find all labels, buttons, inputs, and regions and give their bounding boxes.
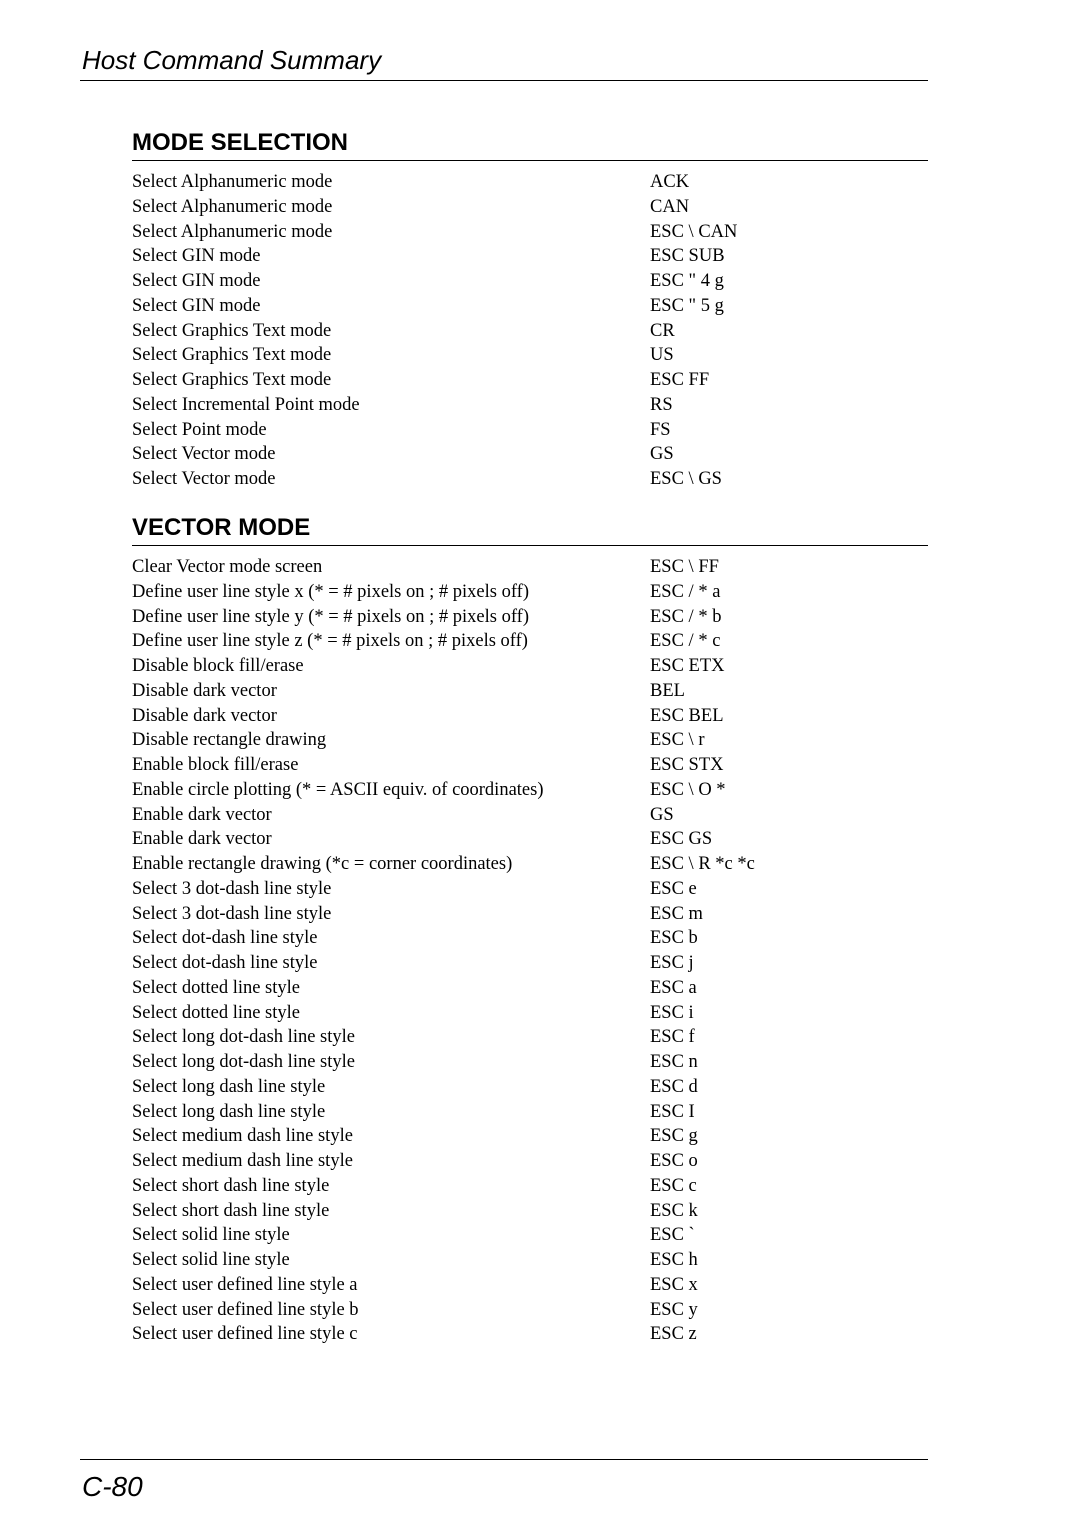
command-row — [132, 976, 928, 1001]
command-description: Enable circle plotting (* = ASCII equiv. of coordinates) — [132, 779, 544, 800]
command-code: ESC / * b — [650, 606, 722, 627]
command-row — [132, 852, 928, 877]
command-description: Enable rectangle drawing (*c = corner coordinates) — [132, 854, 513, 874]
vector-mode-command-list — [132, 555, 928, 1347]
command-code: ESC BEL — [650, 705, 724, 726]
command-description: Select short dash line style — [132, 1200, 330, 1221]
command-row — [132, 442, 928, 467]
page-number: C-80 — [82, 1471, 143, 1502]
command-description: Disable dark vector — [132, 680, 277, 701]
command-code: ESC " 5 g — [650, 295, 724, 316]
command-code: ESC n — [650, 1052, 698, 1072]
command-row — [132, 1001, 928, 1026]
command-row — [132, 269, 928, 294]
header-rule — [80, 80, 928, 81]
command-description: Select short dash line style — [132, 1175, 330, 1196]
command-code: ESC m — [650, 903, 703, 924]
command-description: Define user line style y (* = # pixels on ; # pixels off) — [132, 606, 529, 627]
command-description: Select long dash line style — [132, 1076, 326, 1097]
command-code: ESC g — [650, 1126, 698, 1147]
section-title-vector-mode: VECTOR MODE — [132, 514, 311, 541]
section-rule-mode-selection — [132, 160, 928, 161]
command-row — [132, 951, 928, 976]
command-code: ESC h — [650, 1250, 698, 1270]
command-code: US — [650, 345, 674, 366]
command-row — [132, 902, 928, 927]
command-description: Disable block fill/erase — [132, 656, 304, 676]
command-row — [132, 1025, 928, 1050]
command-description: Select solid line style — [132, 1250, 290, 1270]
command-description: Select Graphics Text mode — [132, 370, 332, 390]
command-description: Define user line style z (* = # pixels on ; # pixels off) — [132, 631, 528, 652]
command-row — [132, 778, 928, 803]
command-description: Select Vector mode — [132, 469, 276, 489]
mode-selection-command-list — [132, 170, 928, 492]
command-description: Select user defined line style b — [132, 1299, 359, 1320]
command-code: ESC a — [650, 977, 697, 998]
command-row — [132, 1149, 928, 1174]
command-row — [132, 926, 928, 951]
command-description: Enable block fill/erase — [132, 755, 299, 775]
command-row — [132, 1124, 928, 1149]
command-code: ESC e — [650, 878, 697, 899]
command-row — [132, 195, 928, 220]
command-code: ESC \ O * — [650, 779, 726, 800]
section-title-mode-selection: MODE SELECTION — [132, 129, 349, 156]
command-code: ESC d — [650, 1076, 698, 1097]
command-row — [132, 803, 928, 828]
command-row — [132, 1174, 928, 1199]
command-code: ESC i — [650, 1002, 694, 1023]
command-row — [132, 654, 928, 679]
command-description: Select user defined line style c — [132, 1324, 358, 1345]
footer-rule — [80, 1459, 928, 1460]
command-row — [132, 1273, 928, 1298]
command-row — [132, 294, 928, 319]
command-description: Select medium dash line style — [132, 1126, 353, 1147]
command-description: Select dotted line style — [132, 977, 300, 998]
command-row — [132, 580, 928, 605]
command-row — [132, 1100, 928, 1125]
command-description: Select user defined line style a — [132, 1274, 358, 1295]
command-code: ESC j — [650, 953, 694, 973]
command-row — [132, 877, 928, 902]
command-row — [132, 605, 928, 630]
command-row — [132, 728, 928, 753]
command-code: GS — [650, 444, 674, 465]
command-description: Select Vector mode — [132, 444, 276, 465]
command-code: ESC SUB — [650, 246, 725, 267]
command-code: CR — [650, 320, 675, 341]
command-row — [132, 704, 928, 729]
command-row — [132, 1248, 928, 1273]
command-code: ESC o — [650, 1151, 698, 1171]
command-row — [132, 1199, 928, 1224]
command-row — [132, 170, 928, 195]
section-rule-vector-mode — [132, 545, 928, 546]
command-code: ESC / * c — [650, 631, 721, 652]
command-row — [132, 1075, 928, 1100]
command-description: Enable dark vector — [132, 804, 272, 825]
command-row — [132, 679, 928, 704]
command-description: Select 3 dot-dash line style — [132, 903, 332, 924]
command-description: Select Alphanumeric mode — [132, 196, 333, 217]
command-description: Select Alphanumeric mode — [132, 172, 333, 192]
command-code: RS — [650, 394, 673, 415]
command-description: Select Graphics Text mode — [132, 345, 332, 366]
command-description: Select dotted line style — [132, 1002, 300, 1023]
command-description: Disable rectangle drawing — [132, 730, 327, 751]
command-description: Select long dot-dash line style — [132, 1052, 355, 1072]
command-description: Select dot-dash line style — [132, 928, 318, 949]
command-row — [132, 1223, 928, 1248]
command-row — [132, 220, 928, 245]
command-code: ESC c — [650, 1175, 697, 1196]
command-code: CAN — [650, 196, 690, 217]
command-code: ESC k — [650, 1200, 698, 1221]
command-row — [132, 1050, 928, 1075]
command-description: Define user line style x (* = # pixels on ; # pixels off) — [132, 581, 529, 602]
command-description: Disable dark vector — [132, 705, 277, 726]
command-description: Select dot-dash line style — [132, 953, 318, 973]
command-code: ESC ETX — [650, 656, 725, 676]
command-row — [132, 555, 928, 580]
command-row — [132, 1322, 928, 1347]
command-description: Select GIN mode — [132, 271, 261, 291]
command-code: ESC ` — [650, 1225, 695, 1246]
command-description: Select long dot-dash line style — [132, 1027, 355, 1048]
command-row — [132, 1298, 928, 1323]
command-row — [132, 753, 928, 778]
command-code: ESC FF — [650, 370, 710, 390]
command-row — [132, 319, 928, 344]
command-row — [132, 467, 928, 492]
command-description: Select medium dash line style — [132, 1151, 353, 1171]
running-header-title: Host Command Summary — [82, 45, 382, 75]
command-row — [132, 629, 928, 654]
command-code: ESC y — [650, 1299, 698, 1320]
command-code: ESC GS — [650, 829, 713, 850]
command-description: Select Point mode — [132, 419, 267, 440]
command-code: BEL — [650, 680, 685, 701]
command-code: ESC \ r — [650, 730, 705, 751]
command-code: ESC I — [650, 1101, 695, 1122]
command-row — [132, 343, 928, 368]
command-code: FS — [650, 419, 671, 440]
command-code: ESC \ CAN — [650, 221, 738, 242]
command-code: ESC b — [650, 928, 698, 949]
command-description: Select solid line style — [132, 1225, 290, 1246]
command-description: Select 3 dot-dash line style — [132, 878, 332, 899]
command-description: Enable dark vector — [132, 829, 272, 850]
command-code: ACK — [650, 172, 690, 192]
command-description: Select Graphics Text mode — [132, 320, 332, 341]
command-description: Select GIN mode — [132, 295, 261, 316]
command-code: ESC f — [650, 1027, 695, 1048]
command-row — [132, 827, 928, 852]
command-description: Select GIN mode — [132, 246, 261, 267]
command-code: ESC z — [650, 1324, 697, 1345]
command-description: Clear Vector mode screen — [132, 557, 323, 577]
command-code: ESC STX — [650, 755, 724, 775]
command-code: ESC \ R *c *c — [650, 854, 755, 874]
command-code: ESC \ FF — [650, 557, 719, 577]
command-description: Select Incremental Point mode — [132, 394, 360, 415]
command-code: ESC / * a — [650, 581, 721, 602]
command-row — [132, 368, 928, 393]
command-code: ESC " 4 g — [650, 271, 724, 291]
command-row — [132, 244, 928, 269]
command-code: GS — [650, 804, 674, 825]
command-code: ESC x — [650, 1274, 698, 1295]
command-row — [132, 393, 928, 418]
command-description: Select Alphanumeric mode — [132, 221, 333, 242]
command-code: ESC \ GS — [650, 469, 722, 489]
command-description: Select long dash line style — [132, 1101, 326, 1122]
command-row — [132, 418, 928, 443]
